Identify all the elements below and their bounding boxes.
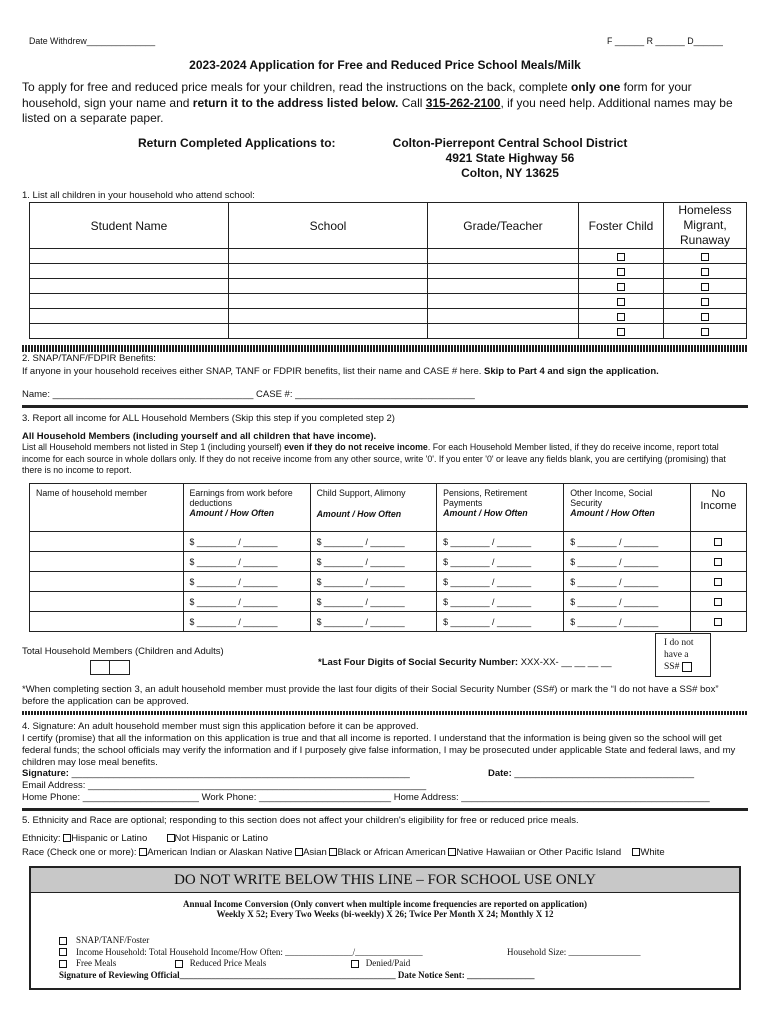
student-name-cell[interactable]	[30, 249, 229, 264]
grade-cell[interactable]	[428, 264, 579, 279]
foster-checkbox[interactable]	[617, 283, 625, 291]
ethnicity-row: Ethnicity: Hispanic or Latino Not Hispanic or Latino	[22, 833, 268, 844]
child-row	[30, 309, 747, 324]
col-student-name: Student Name	[30, 203, 229, 249]
child-row	[30, 264, 747, 279]
household-size-field[interactable]: Household Size: ________________	[507, 946, 641, 957]
student-name-cell[interactable]	[30, 279, 229, 294]
foster-checkbox[interactable]	[617, 253, 625, 261]
child-row	[30, 294, 747, 309]
child-row	[30, 249, 747, 264]
foster-checkbox[interactable]	[617, 298, 625, 306]
col-member-name: Name of household member	[30, 484, 184, 532]
income-row	[30, 572, 747, 592]
col-other-income: Other Income, Social Security Amount / How Often	[564, 484, 691, 532]
denied-paid-checkbox[interactable]	[351, 960, 359, 968]
school-cell[interactable]	[229, 309, 428, 324]
member-name-cell[interactable]	[30, 552, 184, 572]
section5-heading: 5. Ethnicity and Race are optional; responding to this section does not affect your children's eligibility for free or reduced price meals.	[22, 815, 579, 826]
student-name-cell[interactable]	[30, 324, 229, 339]
col-child-support: Child Support, Alimony Amount / How Often	[310, 484, 437, 532]
homeless-checkbox[interactable]	[701, 268, 709, 276]
grade-cell[interactable]	[428, 294, 579, 309]
other-income-cell[interactable]: $ ________ / _______	[564, 532, 691, 552]
child-support-cell[interactable]: $ ________ / _______	[310, 592, 437, 612]
grade-cell[interactable]	[428, 309, 579, 324]
snap-name-case-line[interactable]: Name: ______________________________________ CASE #: __________________________________	[22, 389, 475, 400]
other-income-cell[interactable]: $ ________ / _______	[564, 572, 691, 592]
intro-paragraph: To apply for free and reduced price meals for your children, read the instructions on the back, complete only one form for your household, sign your name and return it to the address listed below. Call 315-262-2100, if you need help. Additional names may be listed on a separate paper.	[22, 80, 733, 125]
help-phone[interactable]: 315-262-2100	[425, 95, 501, 110]
child-row	[30, 279, 747, 294]
grade-cell[interactable]	[428, 279, 579, 294]
income-row	[30, 532, 747, 552]
school-use-checklist: SNAP/TANF/Foster Income Household: Total Household Income/How Often: _______________/_______________ Household Size: ________________ Free Meals Reduced Price Meals Denied/Paid Signature of Reviewing Official________________________________________________ Date Notice Sent: _______________	[59, 935, 719, 981]
col-foster-child: Foster Child	[579, 203, 664, 249]
section4-heading: 4. Signature: An adult household member must sign this application before it can be approved.	[22, 721, 419, 732]
section1-heading: 1. List all children in your household who attend school:	[22, 190, 255, 201]
page-title: 2023-2024 Application for Free and Reduced Price School Meals/Milk	[189, 58, 581, 72]
foster-checkbox[interactable]	[617, 328, 625, 336]
pension-cell[interactable]: $ ________ / _______	[437, 592, 564, 612]
divider	[22, 808, 748, 811]
school-cell[interactable]	[229, 249, 428, 264]
pension-cell[interactable]: $ ________ / _______	[437, 572, 564, 592]
grade-cell[interactable]	[428, 249, 579, 264]
ethnicity-hispanic-checkbox[interactable]	[63, 834, 71, 842]
ssn-note: *When completing section 3, an adult household member must provide the last four digits of their Social Security Number (SS#) or mark the “I do not have a SS# box” before the application can be approved.	[22, 684, 719, 707]
earnings-cell[interactable]: $ ________ / _______	[183, 572, 310, 592]
col-grade-teacher: Grade/Teacher	[428, 203, 579, 249]
ethnicity-not-hispanic-checkbox[interactable]	[167, 834, 175, 842]
pension-cell[interactable]: $ ________ / _______	[437, 552, 564, 572]
ssn-field[interactable]: *Last Four Digits of Social Security Number: XXX-XX- __ __ __ __	[318, 657, 612, 668]
foster-checkbox[interactable]	[617, 313, 625, 321]
no-income-checkbox[interactable]	[714, 578, 722, 586]
earnings-cell[interactable]: $ ________ / _______	[183, 612, 310, 632]
free-meals-checkbox[interactable]	[59, 960, 67, 968]
homeless-checkbox[interactable]	[701, 328, 709, 336]
child-support-cell[interactable]: $ ________ / _______	[310, 532, 437, 552]
member-name-cell[interactable]	[30, 612, 184, 632]
homeless-checkbox[interactable]	[701, 313, 709, 321]
date-field[interactable]: Date: __________________________________	[488, 768, 695, 779]
earnings-cell[interactable]: $ ________ / _______	[183, 592, 310, 612]
frd-code: F ______ R ______ D______	[607, 36, 723, 46]
school-cell[interactable]	[229, 324, 428, 339]
earnings-cell[interactable]: $ ________ / _______	[183, 532, 310, 552]
no-income-checkbox[interactable]	[714, 538, 722, 546]
student-name-cell[interactable]	[30, 264, 229, 279]
homeless-checkbox[interactable]	[701, 283, 709, 291]
income-conversion-rates: Weekly X 52; Every Two Weeks (bi-weekly) X 26; Twice Per Month X 24; Monthly X 12	[216, 909, 554, 919]
pension-cell[interactable]: $ ________ / _______	[437, 612, 564, 632]
reviewing-official-signature[interactable]: Signature of Reviewing Official________________________________________________ Date Notice Sent: _______________	[59, 969, 535, 980]
income-table	[29, 483, 747, 632]
phone-address-fields[interactable]: Home Phone: ______________________ Work Phone: _________________________ Home Address: _______________________________________________	[22, 792, 710, 803]
child-support-cell[interactable]: $ ________ / _______	[310, 612, 437, 632]
homeless-checkbox[interactable]	[701, 253, 709, 261]
children-table	[29, 202, 747, 339]
income-row	[30, 592, 747, 612]
divider	[22, 405, 748, 408]
school-cell[interactable]	[229, 279, 428, 294]
divider	[22, 711, 748, 715]
other-income-cell[interactable]: $ ________ / _______	[564, 552, 691, 572]
col-school: School	[229, 203, 428, 249]
section2-heading: 2. SNAP/TANF/FDPIR Benefits:	[22, 353, 156, 364]
homeless-checkbox[interactable]	[701, 298, 709, 306]
member-name-cell[interactable]	[30, 572, 184, 592]
signature-field[interactable]: Signature: ________________________________________________________________	[22, 768, 410, 779]
no-income-checkbox[interactable]	[714, 598, 722, 606]
col-no-income: No Income	[690, 484, 746, 532]
school-cell[interactable]	[229, 294, 428, 309]
other-income-cell[interactable]: $ ________ / _______	[564, 592, 691, 612]
total-members-box[interactable]	[90, 660, 130, 675]
member-name-cell[interactable]	[30, 592, 184, 612]
section3-heading: 3. Report all income for ALL Household Members (Skip this step if you completed step 2)	[22, 413, 395, 424]
total-members-label: Total Household Members (Children and Adults)	[22, 646, 224, 657]
pension-cell[interactable]: $ ________ / _______	[437, 532, 564, 552]
school-use-box	[29, 866, 741, 990]
income-row	[30, 612, 747, 632]
race-asian-checkbox[interactable]	[295, 848, 303, 856]
return-label: Return Completed Applications to:	[138, 136, 336, 150]
no-income-checkbox[interactable]	[714, 618, 722, 626]
email-field[interactable]: Email Address: ________________________________________________________________	[22, 780, 427, 791]
school-cell[interactable]	[229, 264, 428, 279]
income-household-checkbox[interactable]	[59, 948, 67, 956]
race-row: Race (Check one or more): American Indian or Alaskan Native Asian Black or African American Native Hawaiian or Other Pacific Island White	[22, 847, 665, 858]
earnings-cell[interactable]: $ ________ / _______	[183, 552, 310, 572]
child-support-cell[interactable]: $ ________ / _______	[310, 572, 437, 592]
member-name-cell[interactable]	[30, 532, 184, 552]
school-use-banner: DO NOT WRITE BELOW THIS LINE – FOR SCHOOL USE ONLY	[31, 868, 739, 893]
divider	[22, 345, 748, 352]
certify-text: I certify (promise) that all the information on this application is true and that all income is reported. I understand that the information is being given so the school will get federal funds; the school officials may verify the information and if I purposely give false information, I may be prosecuted under applicable State and federal laws, and my children may lose meal benefits.	[22, 733, 736, 768]
reduced-price-checkbox[interactable]	[175, 960, 183, 968]
district-address: Colton-Pierrepont Central School District 4921 State Highway 56 Colton, NY 13625	[392, 136, 628, 180]
col-homeless: Homeless Migrant, Runaway	[664, 203, 747, 249]
snap-checkbox[interactable]	[59, 937, 67, 945]
date-withdrew: Date Withdrew______________	[29, 36, 156, 46]
foster-checkbox[interactable]	[617, 268, 625, 276]
other-income-cell[interactable]: $ ________ / _______	[564, 612, 691, 632]
section3-instructions: List all Household members not listed in Step 1 (including yourself) even if they do not receive income. For each Household Member listed, if they do receive income, report total income for each source in whole dollars only. If they do not receive income from any other source, write '0'. If you enter '0' or leave any fields blank, you are certifying (promising) that there is no income to report.	[22, 442, 726, 475]
child-row	[30, 324, 747, 339]
student-name-cell[interactable]	[30, 309, 229, 324]
income-conversion-title: Annual Income Conversion (Only convert when multiple income frequencies are reported on application)	[183, 899, 587, 909]
student-name-cell[interactable]	[30, 294, 229, 309]
col-earnings: Earnings from work before deductions Amount / How Often	[183, 484, 310, 532]
child-support-cell[interactable]: $ ________ / _______	[310, 552, 437, 572]
grade-cell[interactable]	[428, 324, 579, 339]
no-ssn-box: I do not have a SS#	[655, 633, 711, 677]
income-row	[30, 552, 747, 572]
no-income-checkbox[interactable]	[714, 558, 722, 566]
no-ssn-checkbox[interactable]	[682, 662, 692, 672]
col-pensions: Pensions, Retirement Payments Amount / How Often	[437, 484, 564, 532]
section2-text: If anyone in your household receives either SNAP, TANF or FDPIR benefits, list their name and CASE # here. Skip to Part 4 and sign the application.	[22, 366, 659, 377]
section3-subheading: All Household Members (including yourself and all children that have income).	[22, 431, 377, 442]
